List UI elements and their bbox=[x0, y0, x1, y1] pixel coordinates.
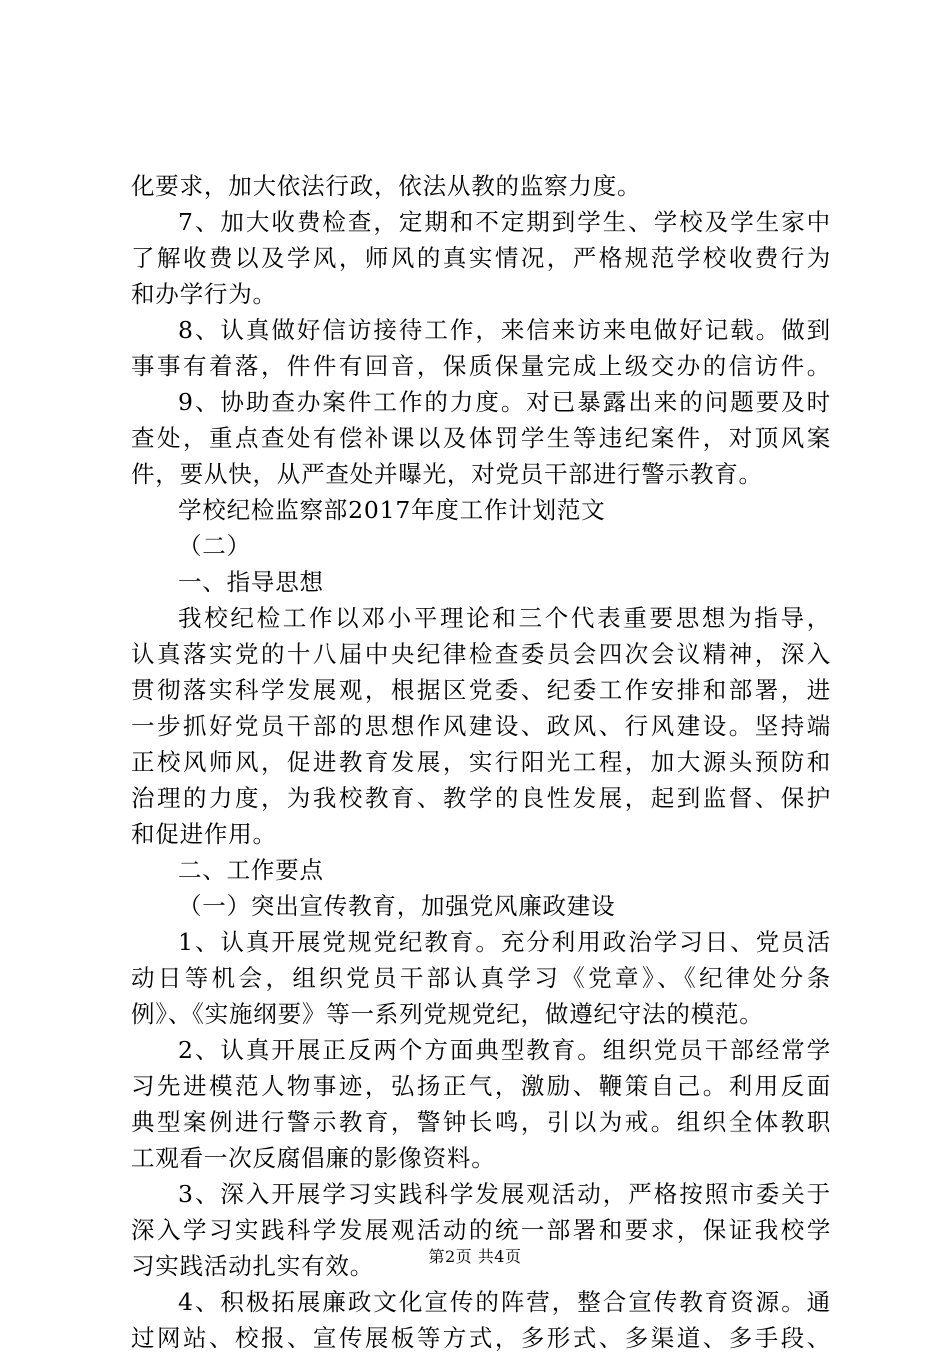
text-line: 化要求，加大依法行政，依法从教的监察力度。 bbox=[131, 172, 642, 200]
text-line: 学校纪检监察部2017年度工作计划范文 bbox=[178, 496, 606, 524]
text-line: 例》、《实施纲要》等一系列党规党纪，做遵纪守法的模范。 bbox=[131, 1000, 764, 1028]
text-line: 3、深入开展学习实践科学发展观活动，严格按照市委关于 bbox=[178, 1180, 831, 1208]
text-line: 和促进作用。 bbox=[131, 820, 277, 848]
text-line: 过网站、校报、宣传展板等方式，多形式、多渠道、多手段、 bbox=[131, 1324, 831, 1352]
text-line: 习先进模范人物事迹，弘扬正气，激励、鞭策自己。利用反面 bbox=[131, 1072, 831, 1100]
text-line: 1、认真开展党规党纪教育。充分利用政治学习日、党员活 bbox=[178, 928, 831, 956]
text-line: 动日等机会，组织党员干部认真学习《党章》、《纪律处分条 bbox=[131, 964, 831, 992]
text-line: 4、积极拓展廉政文化宣传的阵营，整合宣传教育资源。通 bbox=[178, 1288, 831, 1316]
text-line: 事事有着落，件件有回音，保质保量完成上级交办的信访件。 bbox=[131, 352, 831, 380]
text-line: （一）突出宣传教育，加强党风廉政建设 bbox=[178, 892, 616, 920]
text-line: 查处，重点查处有偿补课以及体罚学生等违纪案件，对顶风案 bbox=[131, 424, 831, 452]
text-line: 9、协助查办案件工作的力度。对已暴露出来的问题要及时 bbox=[178, 388, 831, 416]
text-line: 二、工作要点 bbox=[178, 856, 324, 884]
text-line: 贯彻落实科学发展观，根据区党委、纪委工作安排和部署，进 bbox=[131, 676, 831, 704]
text-line: 正校风师风，促进教育发展，实行阳光工程，加大源头预防和 bbox=[131, 748, 831, 776]
page-footer: 第2页 共4页 bbox=[428, 1247, 522, 1266]
text-line: 7、加大收费检查，定期和不定期到学生、学校及学生家中 bbox=[178, 208, 831, 236]
text-line: （二） bbox=[178, 532, 251, 560]
text-line: 一步抓好党员干部的思想作风建设、政风、行风建设。坚持端 bbox=[131, 712, 831, 740]
text-line: 件，要从快，从严查处并曝光，对党员干部进行警示教育。 bbox=[131, 460, 763, 488]
text-line: 工观看一次反腐倡廉的影像资料。 bbox=[131, 1144, 496, 1172]
text-line: 一、指导思想 bbox=[178, 568, 324, 596]
text-line: 8、认真做好信访接待工作，来信来访来电做好记载。做到 bbox=[178, 316, 831, 344]
text-line: 2、认真开展正反两个方面典型教育。组织党员干部经常学 bbox=[178, 1036, 831, 1064]
text-line: 深入学习实践科学发展观活动的统一部署和要求，保证我校学 bbox=[131, 1216, 831, 1244]
document-body bbox=[131, 168, 831, 1356]
text-line: 了解收费以及学风，师风的真实情况，严格规范学校收费行为 bbox=[131, 244, 831, 272]
text-line: 典型案例进行警示教育，警钟长鸣，引以为戒。组织全体教职 bbox=[131, 1108, 831, 1136]
text-line: 认真落实党的十八届中央纪律检查委员会四次会议精神，深入 bbox=[131, 640, 831, 668]
text-line: 我校纪检工作以邓小平理论和三个代表重要思想为指导， bbox=[178, 604, 831, 632]
text-line: 和办学行为。 bbox=[131, 280, 277, 308]
text-line: 习实践活动扎实有效。 bbox=[131, 1252, 374, 1280]
text-line: 治理的力度，为我校教育、教学的良性发展，起到监督、保护 bbox=[131, 784, 831, 812]
